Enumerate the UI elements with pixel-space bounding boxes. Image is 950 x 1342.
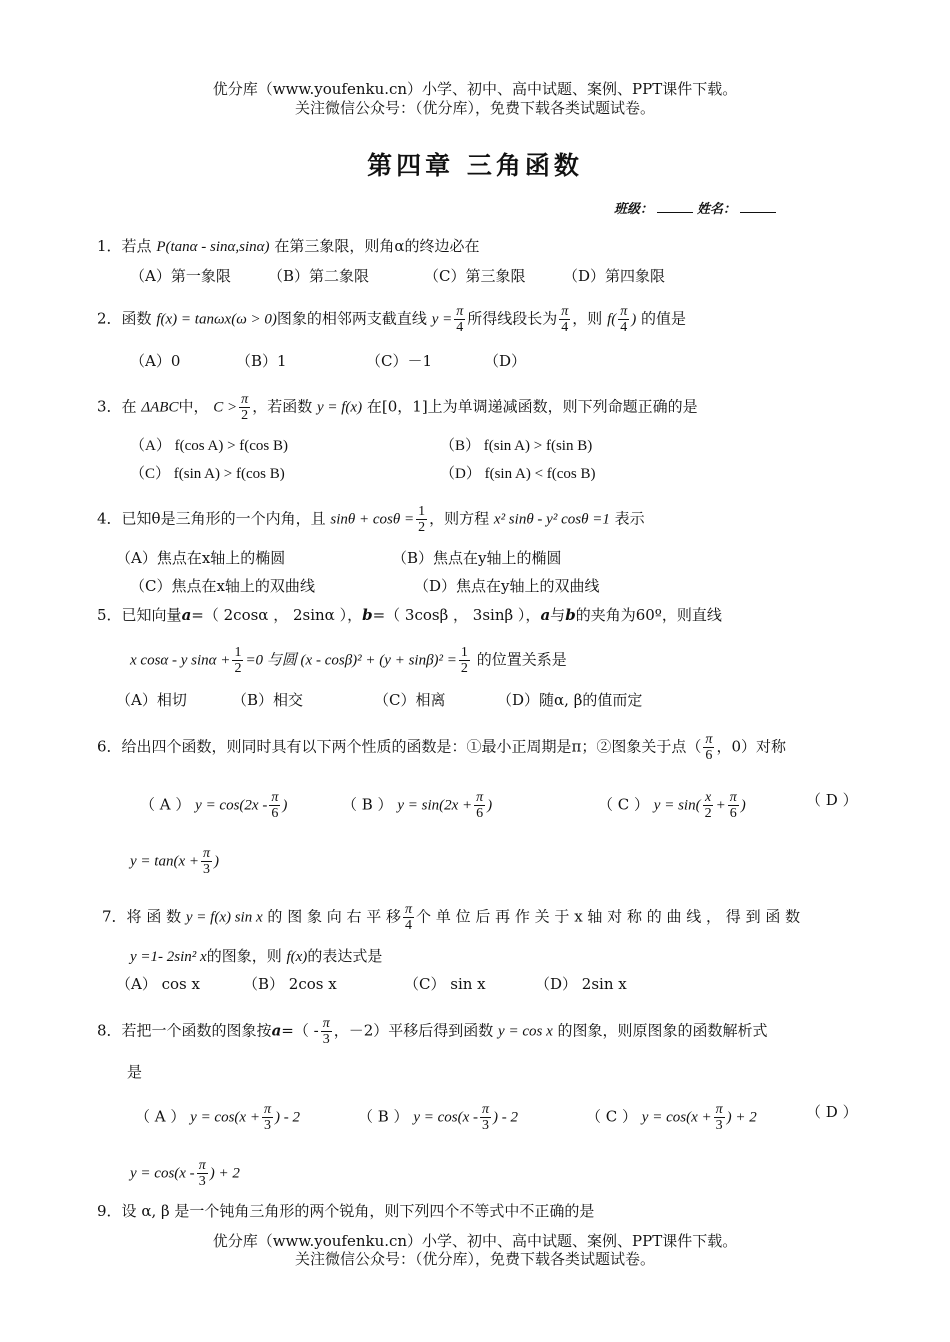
question-7 xyxy=(102,902,800,933)
vector-a: a xyxy=(540,606,551,624)
question-number: 9． xyxy=(97,1202,122,1220)
vector-b: b xyxy=(362,606,373,624)
math-expr: f(x) xyxy=(286,949,308,965)
math-expr: y = f(x) xyxy=(316,399,363,416)
question-text: 在 xyxy=(121,397,137,416)
class-name-line xyxy=(614,198,780,217)
question-text: 的图象，则原图象的函数解析式 xyxy=(557,1021,768,1040)
option-c: （C）－1 xyxy=(366,352,433,370)
option-d-label: （ D ） xyxy=(806,1103,858,1121)
question-4 xyxy=(97,504,645,535)
question-text: 函数 xyxy=(121,309,152,328)
question-text: 的值是 xyxy=(641,309,687,328)
question-text: 若点 xyxy=(121,237,152,255)
option-b: （ B ） y = sin(2x + $\frac{\pi}{6}$ ) xyxy=(342,790,493,821)
question-text: 表示 xyxy=(614,509,645,528)
question-text: 在第三象限，则角α的终边必在 xyxy=(274,237,480,255)
question-7-line-2 xyxy=(130,946,382,967)
question-number: 2． xyxy=(97,309,122,328)
option-c: （C）焦点在x轴上的双曲线 xyxy=(130,577,315,595)
question-1 xyxy=(97,236,479,257)
question-text: =（ 3cosβ ， 3sinβ ）， xyxy=(372,606,541,624)
option-a: （A） f(cos A) > f(cos B) xyxy=(130,438,289,454)
option-c: （C）相离 xyxy=(374,691,446,709)
question-text: 将 函 数 xyxy=(126,907,182,926)
question-number: 3． xyxy=(97,397,122,416)
question-text: 已知θ是三角形的一个内角，且 xyxy=(121,509,326,528)
footer-line-1: 优分库（www.youfenku.cn）小学、初中、高中试题、案例、PPT课件下载。 xyxy=(212,1232,738,1250)
option-d: （D）随α, β的值而定 xyxy=(497,691,643,709)
option-b: （B）焦点在y轴上的椭圆 xyxy=(392,549,562,567)
option-b: （B）1 xyxy=(236,352,287,370)
fraction: $\frac{\pi}{6}$ xyxy=(705,732,713,763)
option-c: （ C ） y = cos(x + $\frac{\pi}{3}$ ) + 2 xyxy=(586,1102,757,1133)
question-2: 2．函数 f(x) = tanωx(ω > 0)图象的相邻两支截直线 y = $\frac{\pi}{4}$ 所得线段长为 $\frac{\pi}{4}$ ，则 f( $\frac{\pi}{4}$ ) 的值是 xyxy=(97,304,687,335)
vector-a: a xyxy=(271,1021,282,1040)
option-b: （B） 2cos x xyxy=(243,975,337,993)
question-number: 6． xyxy=(97,737,122,756)
fraction: $\frac{\pi}{4}$ xyxy=(405,902,413,933)
option-d: （D）焦点在y轴上的双曲线 xyxy=(414,577,600,595)
class-label: 班级： xyxy=(613,202,653,217)
question-number: 1． xyxy=(97,237,122,255)
fraction: $\frac{1}{2}$ xyxy=(418,504,426,535)
question-text: ，0）对称 xyxy=(716,737,786,756)
question-text: ，若函数 xyxy=(252,397,313,416)
math-expr: y = cos x xyxy=(498,1023,553,1040)
option-a: （ A ） y = cos(x + $\frac{\pi}{3}$ ) - 2 xyxy=(135,1102,300,1133)
question-text: ，则 xyxy=(572,309,603,328)
question-8-line-2: 是 xyxy=(127,1063,143,1081)
question-text: 图象的相邻两支截直线 xyxy=(276,309,427,328)
option-c: （ C ） y = sin( $\frac{x}{2}$ + $\frac{\pi}{6}$ ) xyxy=(598,790,746,821)
question-5 xyxy=(97,605,722,625)
math-expr: y = f(x) sin x xyxy=(185,909,263,926)
question-text: =（ 2cosα ， 2sinα ）， xyxy=(191,606,363,624)
question-text: 的夹角为60º，则直线 xyxy=(575,606,722,624)
header-line-1: 优分库（www.youfenku.cn）小学、初中、高中试题、案例、PPT课件下载。 xyxy=(212,80,738,98)
question-6 xyxy=(97,732,786,763)
option-c: （C）第三象限 xyxy=(424,267,526,285)
question-text: 设 α, β 是一个钝角三角形的两个锐角，则下列四个不等式中不正确的是 xyxy=(121,1202,595,1220)
math-expr: y = xyxy=(431,311,453,328)
question-9 xyxy=(97,1201,594,1221)
page-title: 第四章 三角函数 xyxy=(367,151,583,180)
math-expr: x cosα - y sinα + xyxy=(130,652,231,669)
option-a: （A）0 xyxy=(130,352,181,370)
option-a: （A）焦点在x轴上的椭圆 xyxy=(116,549,286,567)
header-line-2: 关注微信公众号：（优分库），免费下载各类试题试卷。 xyxy=(294,99,655,117)
math-expr: ΔABC xyxy=(141,399,179,416)
option-d: （D） 2sin x xyxy=(535,975,627,993)
question-8 xyxy=(97,1016,768,1047)
math-expr: y =1- 2sin² x xyxy=(130,949,207,965)
option-a: （ A ） y = cos(2x - $\frac{\pi}{6}$ ) xyxy=(140,790,288,821)
math-expr: P(tanα - sinα,sinα) xyxy=(156,239,270,255)
question-number: 7． xyxy=(102,907,127,926)
math-expr: f(x) = tanωx(ω > 0) xyxy=(156,311,277,328)
fraction: $\frac{1}{2}$ xyxy=(234,645,242,676)
question-text: 的 图 象 向 右 平 移 xyxy=(267,907,402,926)
fraction: $\frac{\pi}{4}$ xyxy=(456,304,464,335)
question-text: 的位置关系是 xyxy=(476,650,567,669)
option-d: （D） f(sin A) < f(cos B) xyxy=(440,466,596,482)
math-expr: =0 与圆 (x - cosβ)² + (y + sinβ)² = xyxy=(245,652,457,669)
option-c: （C） sin x xyxy=(404,975,486,993)
question-text: 所得线段长为 xyxy=(467,309,558,328)
option-d: y = tan(x + $\frac{\pi}{3}$ ) xyxy=(130,846,219,877)
option-d: y = cos(x - $\frac{\pi}{3}$ ) + 2 xyxy=(130,1158,240,1189)
question-number: 5． xyxy=(97,606,122,624)
question-text: ，则方程 xyxy=(429,509,490,528)
option-d-label: （ D ） xyxy=(806,791,858,809)
vector-b: b xyxy=(565,606,576,624)
footer-line-2: 关注微信公众号：（优分库），免费下载各类试题试卷。 xyxy=(294,1250,655,1268)
fraction: $\frac{\pi}{4}$ xyxy=(620,304,628,335)
math-expr: f( xyxy=(607,311,617,328)
fraction: $\frac{\pi}{2}$ xyxy=(241,392,249,423)
vector-a: a xyxy=(181,606,192,624)
question-text: 给出四个函数，则同时具有以下两个性质的函数是：①最小正周期是π；②图象关于点（ xyxy=(121,737,702,756)
option-b: （B）第二象限 xyxy=(268,267,370,285)
question-number: 8． xyxy=(97,1021,122,1040)
math-expr: sinθ + cosθ = xyxy=(330,511,415,528)
question-text: 若把一个函数的图象按 xyxy=(121,1021,272,1040)
fraction: $\frac{1}{2}$ xyxy=(460,645,468,676)
question-text: 的表达式是 xyxy=(307,947,383,965)
math-expr: x² sinθ - y² cosθ =1 xyxy=(493,511,610,528)
option-d: （D）第四象限 xyxy=(563,267,666,285)
question-text: 已知向量 xyxy=(121,606,182,624)
question-5-line-2 xyxy=(130,645,567,676)
option-d: （D） xyxy=(484,352,527,370)
option-b: （B）相交 xyxy=(232,691,304,709)
question-text: 中， xyxy=(178,397,209,416)
question-text: 与 xyxy=(550,606,566,624)
question-text: ，－2）平移后得到函数 xyxy=(333,1021,494,1040)
option-c: （C） f(sin A) > f(cos B) xyxy=(130,466,285,482)
question-text: =（ - xyxy=(281,1021,319,1040)
math-expr: C > xyxy=(213,399,238,416)
fraction: $\frac{\pi}{4}$ xyxy=(561,304,569,335)
option-a: （A） cos x xyxy=(116,975,200,993)
option-a: （A）相切 xyxy=(116,691,187,709)
question-text: 的图象，则 xyxy=(206,947,282,965)
option-b: （B） f(sin A) > f(sin B) xyxy=(440,438,593,454)
option-a: （A）第一象限 xyxy=(130,267,231,285)
option-b: （ B ） y = cos(x - $\frac{\pi}{3}$ ) - 2 xyxy=(358,1102,519,1133)
name-label: 姓名： xyxy=(696,202,736,217)
class-blank xyxy=(657,212,693,213)
name-blank xyxy=(740,212,776,213)
question-number: 4． xyxy=(97,509,122,528)
question-text: 个 单 位 后 再 作 关 于 x 轴 对 称 的 曲 线 ， 得 到 函 数 xyxy=(416,907,801,926)
fraction: $\frac{\pi}{3}$ xyxy=(322,1016,330,1047)
question-text: 在[0，1]上为单调递减函数，则下列命题正确的是 xyxy=(366,397,698,416)
question-3 xyxy=(97,392,698,423)
